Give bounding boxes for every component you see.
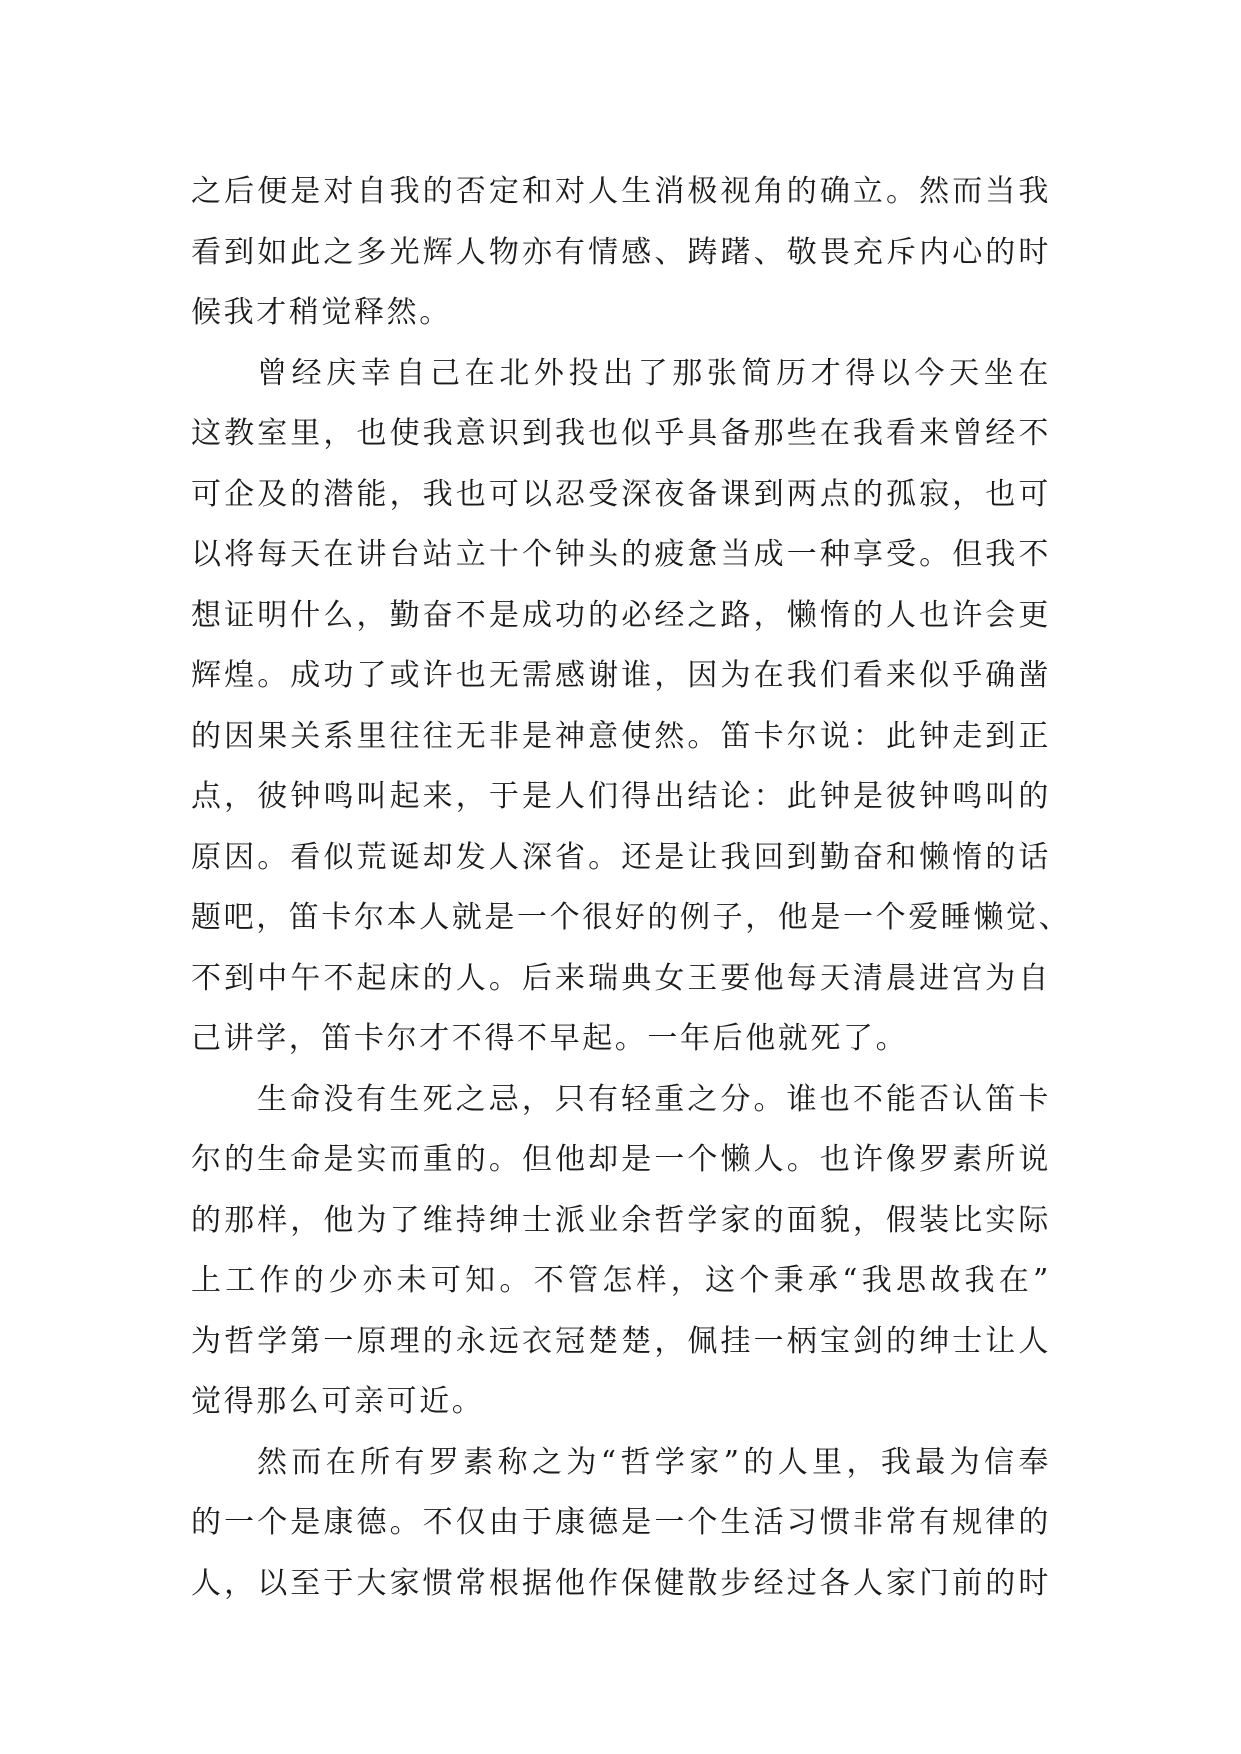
body-text xyxy=(191,162,1072,1614)
text-line: 辉煌。成功了或许也无需感谢谁，因为在我们看来似乎确凿 xyxy=(191,658,1051,693)
text-line: 的一个是康德。不仅由于康德是一个生活习惯非常有规律的 xyxy=(191,1505,1051,1540)
text-line: 题吧，笛卡尔本人就是一个很好的例子，他是一个爱睡懒觉、 xyxy=(191,900,1072,935)
text-line: 为哲学第一原理的永远衣冠楚楚，佩挂一柄宝剑的绅士让人 xyxy=(191,1323,1051,1359)
paragraph xyxy=(191,1433,1051,1615)
text-line: 己讲学，笛卡尔才不得不早起。一年后他就死了。 xyxy=(191,1021,909,1056)
text-line: 然而在所有罗素称之为“哲学家”的人里，我最为信奉 xyxy=(257,1444,1051,1480)
text-line: 点，彼钟鸣叫起来，于是人们得出结论：此钟是彼钟鸣叫的 xyxy=(191,779,1051,814)
text-line: 上工作的少亦未可知。不管怎样，这个秉承“我思故我在” xyxy=(191,1263,1051,1298)
text-line: 以将每天在讲台站立十个钟头的疲惫当成一种享受。但我不 xyxy=(191,537,1051,572)
text-line: 尔的生命是实而重的。但他却是一个懒人。也许像罗素所说 xyxy=(191,1142,1051,1177)
text-line: 这教室里，也使我意识到我也似乎具备那些在我看来曾经不 xyxy=(191,416,1051,451)
paragraph xyxy=(191,344,1072,1070)
text-line: 的因果关系里往往无非是神意使然。笛卡尔说：此钟走到正 xyxy=(191,718,1051,754)
text-line: 曾经庆幸自己在北外投出了那张简历才得以今天坐在 xyxy=(257,355,1051,391)
text-line: 的那样，他为了维持绅士派业余哲学家的面貌，假装比实际 xyxy=(191,1202,1051,1238)
text-line: 想证明什么，勤奋不是成功的必经之路，懒惰的人也许会更 xyxy=(191,597,1051,633)
paragraph xyxy=(191,162,1051,344)
text-line: 原因。看似荒诞却发人深省。还是让我回到勤奋和懒惰的话 xyxy=(191,839,1051,875)
text-line: 觉得那么可亲可近。 xyxy=(191,1384,485,1419)
text-line: 不到中午不起床的人。后来瑞典女王要他每天清晨进宫为自 xyxy=(191,960,1051,996)
paragraph xyxy=(191,1070,1051,1433)
text-line: 之后便是对自我的否定和对人生消极视角的确立。然而当我 xyxy=(191,174,1051,209)
text-line: 可企及的潜能，我也可以忍受深夜备课到两点的孤寂，也可 xyxy=(191,476,1051,512)
text-line: 生命没有生死之忌，只有轻重之分。谁也不能否认笛卡 xyxy=(257,1081,1051,1117)
text-line: 看到如此之多光辉人物亦有情感、踌躇、敬畏充斥内心的时 xyxy=(191,234,1051,270)
text-line: 候我才稍觉释然。 xyxy=(191,295,452,330)
text-line: 人，以至于大家惯常根据他作保健散步经过各人家门前的时 xyxy=(191,1565,1051,1601)
